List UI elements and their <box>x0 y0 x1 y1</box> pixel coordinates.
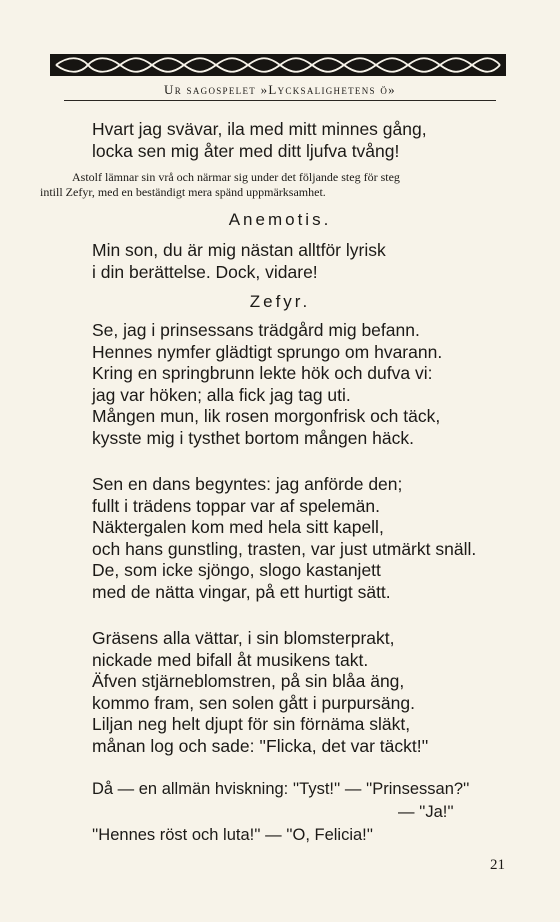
verse-line: Liljan neg helt djupt för sin förnäma släkt, <box>92 714 411 735</box>
verse-line: Sen en dans begyntes: jag anförde den; <box>92 474 403 494</box>
running-header: Ur sagospelet »Lycksalighetens ö» <box>164 82 396 97</box>
verse-line: i din berättelse. Dock, vidare! <box>92 261 318 282</box>
verse-line: kommo fram, sen solen gått i purpursäng. <box>92 692 415 713</box>
page-number: 21 <box>490 857 505 873</box>
header-rule <box>64 100 496 101</box>
verse-line: Se, jag i prinsessans trädgård mig befann. <box>92 320 420 340</box>
verse-line: Min son, du är mig nästan alltför lyrisk <box>92 240 386 260</box>
verse-line: kysste mig i tysthet bortom mången häck. <box>92 427 414 448</box>
verse-line: De, som icke sjöngo, slogo kastanjett <box>92 560 381 581</box>
verse-line: månan log och sade: ''Flicka, det var täckt!'' <box>92 735 429 756</box>
dialog-line: ''Hennes röst och luta!'' — ''O, Felicia!'' <box>92 826 374 844</box>
speaker-name: Zefyr. <box>249 292 311 311</box>
verse-line: Hennes nymfer glädtigt sprungo om hvarann. <box>92 341 443 362</box>
verse-line: Kring en springbrunn lekte hök och dufva vi: <box>92 363 433 384</box>
verse-line: Hvart jag svävar, ila med mitt minnes gång, <box>92 119 427 139</box>
verse-line: med de nätta vingar, på ett hurtigt sätt. <box>92 581 391 602</box>
verse-line: nickade med bifall åt musikens takt. <box>92 649 369 670</box>
stanza-5 <box>92 628 428 758</box>
stanza-2 <box>92 240 386 283</box>
stanza-3 <box>92 320 442 450</box>
dialog-line: — ''Ja!'' <box>398 803 454 821</box>
verse-line: och hans gunstling, trasten, var just utmärkt snäll. <box>92 538 477 559</box>
verse-line: Gräsens alla vättar, i sin blomsterprakt, <box>92 628 395 648</box>
verse-line: Mången mun, lik rosen morgonfrisk och täck, <box>92 406 441 427</box>
braided-ornament-icon <box>48 54 508 76</box>
dialog-line: Då — en allmän hviskning: ''Tyst!'' — ''Prinsessan?'' <box>92 780 470 798</box>
verse-line: fullt i trädens toppar var af spelemän. <box>92 495 380 516</box>
verse-line: Äfven stjärneblomstren, på sin blåa äng, <box>92 671 405 692</box>
speaker-name: Anemotis. <box>228 210 332 229</box>
verse-line: locka sen mig åter med ditt ljufva tvång! <box>92 140 400 161</box>
stanza-4 <box>92 474 476 604</box>
stage-direction-line: intill Zefyr, med en beständigt mera spänd uppmärksamhet. <box>40 185 326 199</box>
verse-line: Näktergalen kom med hela sitt kapell, <box>92 517 384 538</box>
stanza-1 <box>92 119 427 162</box>
verse-line: jag var höken; alla fick jag tag uti. <box>92 384 351 405</box>
stage-direction-line: Astolf lämnar sin vrå och närmar sig under det följande steg för steg <box>72 170 400 184</box>
